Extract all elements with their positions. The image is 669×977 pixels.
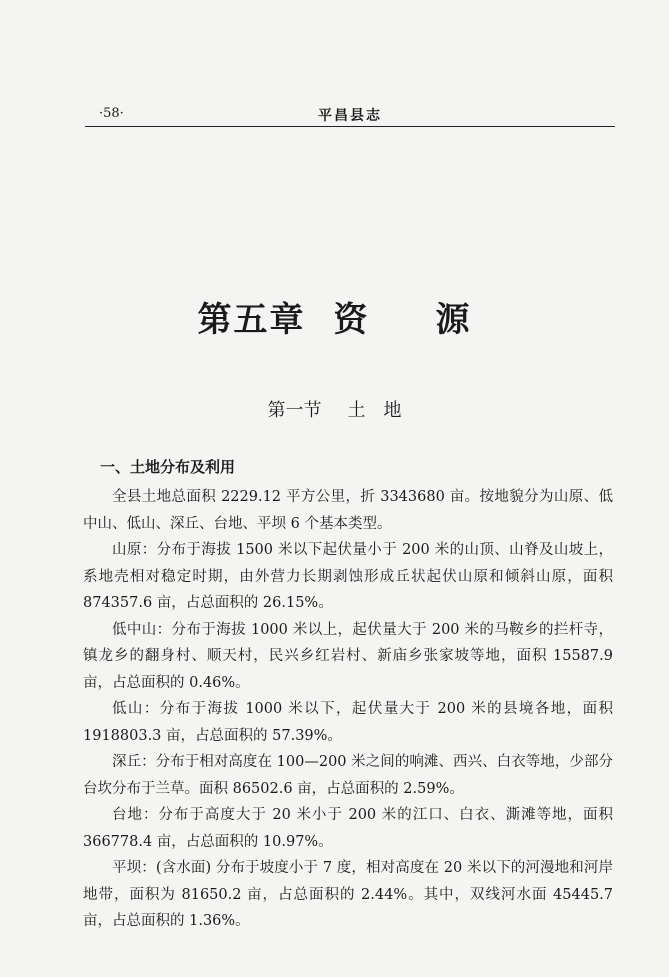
chapter-title-part2: 源 (435, 300, 472, 340)
section-number: 第一节 (267, 400, 322, 421)
chapter-title-part1: 资 (333, 300, 370, 340)
subsection-title: 一、土地分布及利用 (100, 458, 236, 476)
paragraph: 平坝：(含水面) 分布于坡度小于 7 度，相对高度在 20 米以下的河漫地和河岸地带，面积为 81650.2 亩，占总面积的 2.44%。其中，双线河水面 45445.7 亩，占总面积的 1.36%。 (83, 860, 613, 929)
section-title (0, 396, 669, 422)
paragraph: 低中山：分布于海拔 1000 米以上，起伏量大于 200 米的马鞍乡的拦杆寺，镇龙乡的翻身村、顺天村，民兴乡红岩村、新庙乡张家坡等地，面积 15587.9 亩，占总面积的 0.46%。 (83, 621, 613, 691)
paragraph: 台地：分布于高度大于 20 米小于 200 米的江口、白衣、澌滩等地，面积 366778.4 亩，占总面积的 10.97%。 (83, 807, 613, 850)
page-number: ·58· (99, 106, 124, 121)
section-name: 土 地 (347, 400, 402, 421)
paragraph: 山原：分布于海拔 1500 米以下起伏量小于 200 米的山顶、山脊及山坡上，系地壳相对稳定时期，由外营力长期剥蚀形成丘状起伏山原和倾斜山原，面积 874357.6 亩，占总面积的 26.15%。 (83, 542, 613, 611)
paragraph: 全县土地总面积 2229.12 平方公里，折 3343680 亩。按地貌分为山原、低中山、低山、深丘、台地、平坝 6 个基本类型。 (83, 489, 613, 532)
page-header (85, 104, 615, 127)
chapter-number: 第五章 (197, 300, 306, 340)
book-title: 平昌县志 (318, 108, 382, 124)
paragraph: 深丘：分布于相对高度在 100—200 米之间的响滩、西兴、白衣等地，少部分台坎分布于兰草。面积 86502.6 亩，占总面积的 2.59%。 (83, 754, 613, 797)
chapter-title (0, 292, 669, 341)
body-text (83, 484, 613, 935)
paragraph: 低山：分布于海拔 1000 米以下，起伏量大于 200 米的县境各地，面积 1918803.3 亩，占总面积的 57.39%。 (83, 701, 613, 744)
